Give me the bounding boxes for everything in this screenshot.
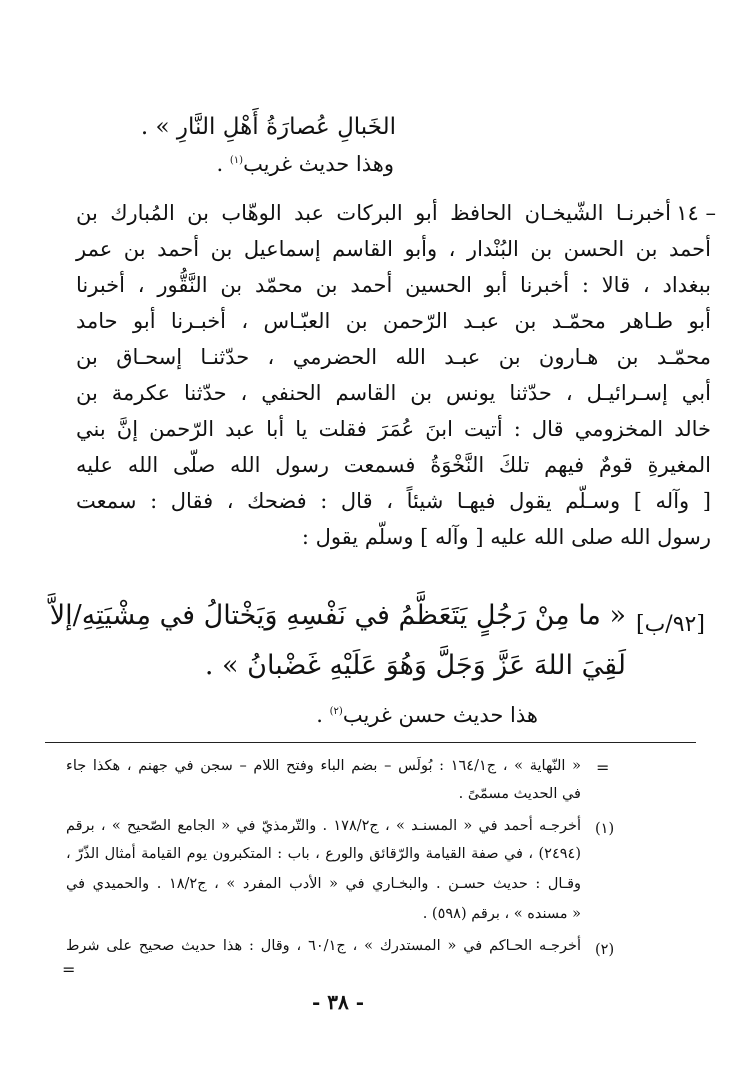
footnote-cont-line-2: في الحديث مسمّىً . <box>458 786 581 802</box>
footnote-2-line-1: أخرجـه الحـاكم في « المستدرك » ، ج٦٠/١ ، وقال : هذا حديث صحيح على شرط <box>66 938 581 954</box>
footnote-cont-line-1: « النّهاية » ، ج١٦٤/١ : بُولَس – بضم الباء وفتح اللام – سجن في جهنم ، هكذا جاء <box>66 758 581 774</box>
margin-folio-ref: [٩٢/ب] <box>636 612 705 637</box>
footnote-1-line-2: (٢٤٩٤) ، في صفة القيامة والرّقائق والورع ، باب : المتكبرون يوم القيامة أمثال الذّرّ ، <box>66 846 581 862</box>
quote-line-2: لَقِيَ اللهَ عَزَّ وَجَلَّ وَهُوَ عَلَيْهِ غَضْبانُ » . <box>204 650 626 681</box>
isnad-line-3: ببغداد ، قالا : أخبرنا أبو الحسين أحمد بن محمّد بن النَّقُّور ، أخبرنا <box>76 273 711 297</box>
closing-text: هذا حديث حسن غريب <box>342 703 538 727</box>
footnote-ref-1: (١) <box>229 155 244 166</box>
page-number: - ٣٨ - <box>312 990 365 1014</box>
isnad-line-1: أخبرنـا الشّيخـان الحافظ أبو البركات عبد الوهّاب بن المُبارك بن <box>76 201 671 225</box>
text-line-note <box>217 152 394 176</box>
isnad-line-5: محمّـد بن هـارون بن عبـد الله الحضرمي ، حدّثنـا إسحـاق بن <box>76 345 711 369</box>
footnote-1-line-1: أخرجـه أحمد في « المسنـد » ، ج١٧٨/٢ . والتّرمذيّ في « الجامع الصّحيح » ، برقم <box>66 818 581 834</box>
footnote-2-number: (٢) <box>595 942 615 958</box>
hadith-number: ١٤ – <box>676 201 716 225</box>
footnote-ref-2: (٢) <box>329 706 343 717</box>
footnote-continuation-marker: = <box>596 758 610 777</box>
text-line-opening: الخَبالِ عُصارَةُ أَهْلِ النَّارِ » . <box>140 114 396 140</box>
footnote-1-line-4: « مسنده » ، برقم (٥٩٨) . <box>422 906 581 922</box>
footnote-separator <box>45 742 696 743</box>
footnote-1-number: (١) <box>595 821 615 837</box>
isnad-line-9: [ وآله ] وسـلّم يقول فيهـا شيئاً ، قال : فضحك ، فقال : سمعت <box>76 489 711 513</box>
isnad-line-6: أبي إسـرائيـل ، حدّثنا يونس بن القاسم الحنفي ، حدّثنا عكرمة بن <box>76 381 711 405</box>
quote-line-1: « ما مِنْ رَجُلٍ يَتَعَظَّمُ في نَفْسِهِ وَيَخْتالُ في مِشْيَتِهِ/إلاَّ <box>49 600 626 631</box>
isnad-line-8: المغيرةِ قومٌ فيهم تلكَ النَّخْوَةُ فسمعت رسول الله صلّى الله عليه <box>76 453 711 477</box>
isnad-line-7: خالد المخزومي قال : أتيت ابنَ عُمَرَ فقلت يا أبا عبد الرّحمن إنَّ بني <box>76 417 711 441</box>
isnad-line-10: رسول الله صلى الله عليه [ وآله ] وسلّم يقول : <box>301 525 711 549</box>
isnad-line-2: أحمد بن الحسن بن البُنْدار ، وأبو القاسم إسماعيل بن أحمد بن عمر <box>76 237 711 261</box>
note-end: . <box>216 152 230 176</box>
isnad-line-4: أبو طـاهر محمّـد بن عبـد الرّحمن بن العبّـاس ، أخبـرنا أبو حامد <box>76 309 711 333</box>
closing-end: . <box>316 703 330 727</box>
note-text: وهذا حديث غريب <box>243 152 394 176</box>
footnote-1-line-3: وقـال : حديث حسـن . والبخـاري في « الأدب المفرد » ، ج١٨/٢ . والحميدي في <box>66 876 581 892</box>
footnote-2-continuation-marker: = <box>62 960 76 979</box>
closing-line <box>316 703 538 727</box>
